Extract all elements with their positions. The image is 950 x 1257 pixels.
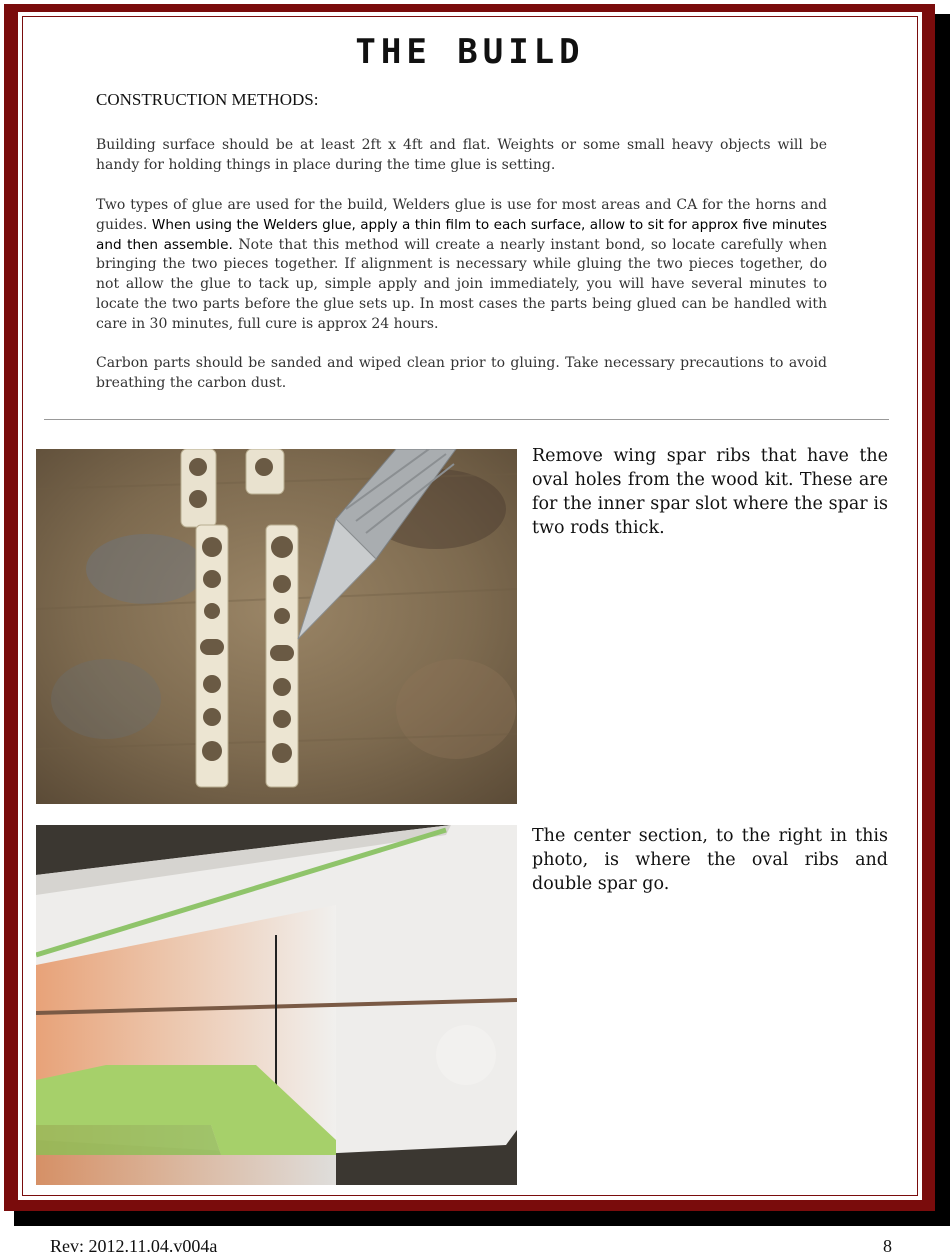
footer-revision: Rev: 2012.11.04.v004a — [50, 1236, 218, 1256]
paragraph-surface: Building surface should be at least 2ft x 4ft and flat. Weights or some small heavy objects will be handy for holding things in place during the time glue is setting. — [96, 137, 827, 173]
page-title: THE BUILD — [355, 32, 585, 72]
paragraph-carbon: Carbon parts should be sanded and wiped clean prior to gluing. Take necessary precautions to avoid breathing the carbon dust. — [96, 355, 827, 391]
document-page — [17, 11, 923, 1201]
photo-spar-ribs — [36, 449, 517, 804]
paragraph-glue-end: Note that this method will create a nearly instant bond, so locate carefully when bringing the two pieces together. If alignment is necessary while gluing the two pieces together, do not allow the glue to tack up, simple apply and join immediately, you will have several minutes to locate the two parts before the glue sets up. In most cases the parts being glued can be handled with care in 30 minutes, full cure is approx 24 hours. — [96, 236, 827, 332]
photo-center-section-image — [36, 825, 517, 1185]
section-heading: CONSTRUCTION METHODS: — [96, 90, 319, 109]
paragraph-glue-emphasis: When using the Welders glue, apply a thin film to each surface, allow to sit for approx five minutes and then assemble. — [96, 216, 827, 253]
caption-center-section: The center section, to the right in this photo, is where the oval ribs and double spar go. — [532, 826, 888, 894]
divider — [44, 419, 889, 420]
footer-page-number: 8 — [883, 1236, 892, 1256]
photo-spar-ribs-image — [36, 449, 517, 804]
paragraph-glue — [96, 196, 827, 335]
caption-spar-ribs: Remove wing spar ribs that have the oval holes from the wood kit. These are for the inner spar slot where the spar is two rods thick. — [532, 446, 888, 538]
paragraph-glue-start: Two types of glue are used for the build, Welders glue is use for most areas and CA for the horns and guides. — [96, 197, 827, 233]
photo-center-section — [36, 825, 517, 1185]
